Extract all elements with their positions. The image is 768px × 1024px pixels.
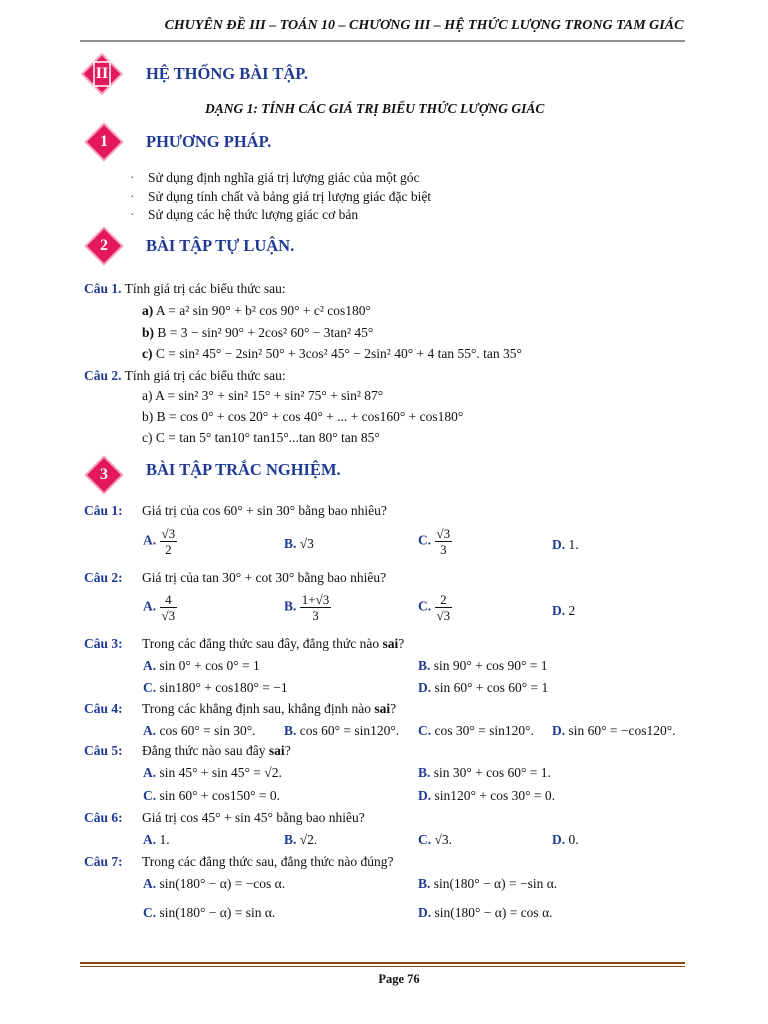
mcq-3-option-d[interactable]: D. sin 60° + cos 60° = 1 <box>418 680 549 695</box>
mcq-7-option-d[interactable]: D. sin(180° − α) = cos α. <box>418 905 553 920</box>
mcq-6-option-a[interactable]: A. 1. <box>143 832 170 847</box>
badge-1 <box>84 122 124 162</box>
method-item: · Sử dụng tính chất và bảng giá trị lượng giác đặc biệt <box>130 189 432 204</box>
badge-3-label: 3 <box>100 466 108 483</box>
page-number: Page 76 <box>378 972 420 986</box>
method-title: PHƯƠNG PHÁP. <box>146 132 272 151</box>
section-badge-label: II <box>95 65 109 82</box>
mcq-2-option-a[interactable]: A. $\frac{4}{√3}$ <box>143 592 176 623</box>
badge-3 <box>84 455 124 495</box>
mcq-1-option-c[interactable]: C. $\frac{√3}{3}$ <box>418 526 451 557</box>
mcq-1-option-a[interactable]: A. $\frac{√3}{2}$ <box>143 526 176 557</box>
mcq-question-6: Câu 6: Giá trị cos 45° + sin 45° bằng bao nhiêu? <box>84 810 365 825</box>
header-rule <box>80 40 685 44</box>
mcq-question-7: Câu 7: Trong các đẳng thức sau, đẳng thức nào đúng? <box>84 854 394 869</box>
footer-rule <box>80 962 685 968</box>
mcq-5-option-a[interactable]: A. sin 45° + sin 45° = √2. <box>143 765 282 780</box>
essay-question-2: Câu 2. Tính giá trị các biểu thức sau: <box>84 368 286 383</box>
essay-2b: b) B = cos 0° + cos 20° + cos 40° + ... + cos160° + cos180° <box>142 409 464 424</box>
mcq-6-option-b[interactable]: B. √2. <box>284 832 318 847</box>
mcq-5-option-c[interactable]: C. sin 60° + cos150° = 0. <box>143 788 281 803</box>
badge-1-label: 1 <box>100 133 108 150</box>
badge-2-label: 2 <box>100 237 108 254</box>
mcq-3-option-c[interactable]: C. sin180° + cos180° = −1 <box>143 680 288 695</box>
essay-question-1: Câu 1. Tính giá trị các biểu thức sau: <box>84 281 286 296</box>
mcq-7-option-b[interactable]: B. sin(180° − α) = −sin α. <box>418 876 558 891</box>
mcq-4-option-a[interactable]: A. cos 60° = sin 30°. <box>143 723 256 738</box>
essay-1c: c) C = sin² 45° − 2sin² 50° + 3cos² 45° − 2sin² 40° + 4 tan 55°. tan 35° <box>142 346 522 361</box>
essay-2a: a) A = sin² 3° + sin² 15° + sin² 75° + sin² 87° <box>142 388 384 403</box>
mcq-1-option-d[interactable]: D. 1. <box>552 537 579 552</box>
method-item: · Sử dụng định nghĩa giá trị lượng giác của một góc <box>130 170 420 185</box>
mcq-question-2: Câu 2: Giá trị của tan 30° + cot 30° bằng bao nhiêu? <box>84 570 387 585</box>
mcq-3-option-b[interactable]: B. sin 90° + cos 90° = 1 <box>418 658 548 673</box>
mcq-5-option-d[interactable]: D. sin120° + cos 30° = 0. <box>418 788 556 803</box>
badge-2 <box>84 226 124 266</box>
mcq-4-option-c[interactable]: C. cos 30° = sin120°. <box>418 723 534 738</box>
section-title: HỆ THỐNG BÀI TẬP. <box>146 64 308 83</box>
mcq-6-option-d[interactable]: D. 0. <box>552 832 579 847</box>
mcq-2-option-c[interactable]: C. $\frac{2}{√3}$ <box>418 592 451 623</box>
essay-1b: b) B = 3 − sin² 90° + 2cos² 60° − 3tan² 45° <box>142 325 374 340</box>
mcq-title: BÀI TẬP TRẮC NGHIỆM. <box>146 460 341 479</box>
mcq-2-option-d[interactable]: D. 2 <box>552 603 576 618</box>
method-item: · Sử dụng các hệ thức lượng giác cơ bản <box>130 207 359 222</box>
mcq-1-option-b[interactable]: B. √3 <box>284 536 314 551</box>
mcq-5-option-b[interactable]: B. sin 30° + cos 60° = 1. <box>418 765 551 780</box>
dang-title: DẠNG 1: TÍNH CÁC GIÁ TRỊ BIỂU THỨC LƯỢNG GIÁC <box>205 101 545 116</box>
mcq-7-option-a[interactable]: A. sin(180° − α) = −cos α. <box>143 876 286 891</box>
mcq-3-option-a[interactable]: A. sin 0° + cos 0° = 1 <box>143 658 260 673</box>
mcq-question-3: Câu 3: Trong các đẳng thức sau đây, đẳng thức nào sai? <box>84 636 405 651</box>
mcq-4-option-d[interactable]: D. sin 60° = −cos120°. <box>552 723 676 738</box>
essay-1a: a) A = a² sin 90° + b² cos 90° + c² cos180° <box>142 303 371 318</box>
mcq-question-5: Câu 5: Đẳng thức nào sau đây sai? <box>84 743 291 758</box>
section-badge <box>80 52 124 96</box>
mcq-4-option-b[interactable]: B. cos 60° = sin120°. <box>284 723 400 738</box>
page-header: CHUYÊN ĐỀ III – TOÁN 10 – CHƯƠNG III – HỆ THỨC LƯỢNG TRONG TAM GIÁC <box>164 18 684 33</box>
mcq-6-option-c[interactable]: C. √3. <box>418 832 453 847</box>
essay-title: BÀI TẬP TỰ LUẬN. <box>146 236 295 255</box>
essay-2c: c) C = tan 5° tan10° tan15°...tan 80° tan 85° <box>142 430 380 445</box>
mcq-question-4: Câu 4: Trong các khẳng định sau, khẳng định nào sai? <box>84 701 397 716</box>
mcq-7-option-c[interactable]: C. sin(180° − α) = sin α. <box>143 905 276 920</box>
mcq-question-1: Câu 1: Giá trị của cos 60° + sin 30° bằng bao nhiêu? <box>84 503 387 518</box>
mcq-2-option-b[interactable]: B. $\frac{1+√3}{3}$ <box>284 592 330 623</box>
